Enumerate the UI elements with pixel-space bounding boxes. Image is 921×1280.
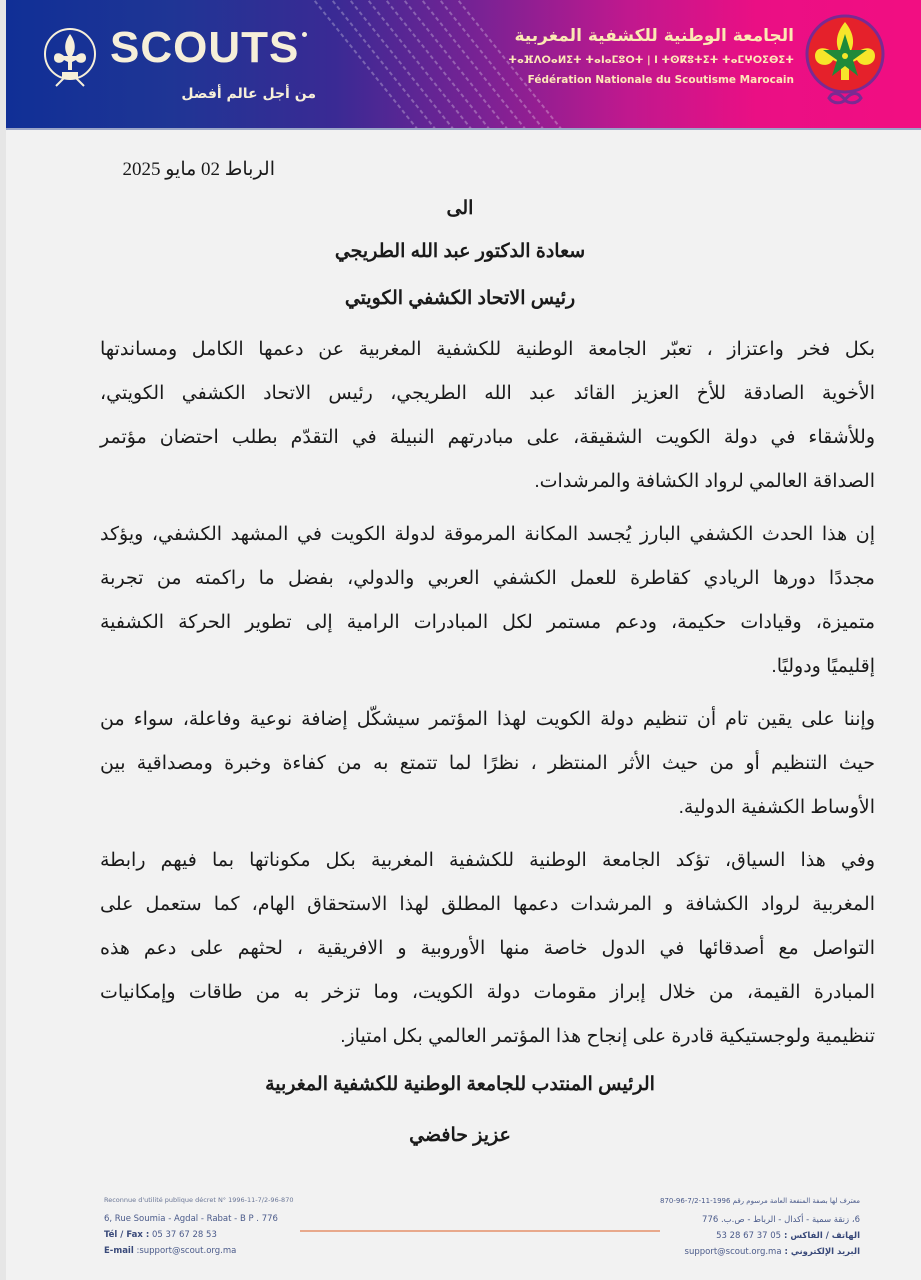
phone-value: 05 37 67 28 53 (716, 1231, 782, 1241)
paragraph-1-line: وللأشقاء في دولة الكويت الشقيقة، على مبادرتهم النبيلة في التقدّم بطلب احتضان مؤتمر (100, 427, 875, 448)
recipient-name: سعادة الدكتور عبد الله الطريجي (334, 241, 586, 262)
footer-address-fr: 6, Rue Soumia - Agdal - Rabat - B P . 776 (104, 1214, 278, 1224)
paragraph-1-line: الصداقة العالمي لرواد الكشافة والمرشدات. (534, 471, 875, 492)
paragraph-4-line: تنظيمية ولوجستيكية قادرة على إنجاح هذا المؤتمر العالمي بكل امتياز. (340, 1026, 875, 1047)
federation-name-tifinagh: ⵜⴰⴼⴷⵔⴰⵍⵉⵜ ⵜⴰⵏⴰⵎⵓⵔⵜ | ⵏ ⵜⵙⴽⵓⵜⵉⵜ ⵜⴰⵎⵖⵔⵉⴱⵉⵜ (508, 55, 794, 66)
federation-name-french: Fédération Nationale du Scoutisme Marocain (527, 74, 794, 86)
footer-contact-french (104, 1196, 294, 1259)
email-label: E-mail (104, 1246, 134, 1256)
phone-label: الهاتف / الفاكس : (781, 1231, 860, 1241)
footer-decree-ar: معترف لها بصفة المنفعة العامة مرسوم رقم 1996-11-7/2-96-870 (660, 1197, 860, 1205)
to-label: الى (446, 198, 474, 219)
paragraph-1-line: الأخوية الصادقة للأخ العزيز القائد عبد الله الطريجي، رئيس الاتحاد الكشفي الكويتي، (100, 383, 875, 404)
federation-name-arabic: الجامعة الوطنية للكشفية المغربية (514, 26, 794, 46)
registered-mark (302, 32, 307, 37)
paragraph-4-line: التواصل مع أصدقائها في الدول خاصة منها الأوروبية و الافريقية ، لحثهم على دعم هذه (100, 938, 875, 959)
scouts-wordmark-group (110, 22, 330, 78)
letter-date: الرباط 02 مايو 2025 (122, 159, 275, 180)
footer-decree-fr: Reconnue d'utilité publique décret N° 1996-11-7/2-96-870 (104, 1196, 294, 1204)
phone-label: Tél / Fax : (104, 1230, 150, 1240)
recipient-title: رئيس الاتحاد الكشفي الكويتي (344, 288, 576, 309)
paragraph-4-line: وفي هذا السياق، تؤكد الجامعة الوطنية للكشفية المغربية بكل مكوناتها بما فيهم رابطة (100, 850, 875, 871)
footer-phone-ar (598, 1228, 860, 1244)
paragraph-2-line: متميزة، وقيادات حكيمة، ودعم مستمر لكل المبادرات الرامية إلى تطوير الحركة الكشفية (100, 612, 875, 633)
paragraph-4-line: المبادرة القيمة، من خلال إبراز مقومات دولة الكويت، وما تزخر به من طاقات وإمكانيات (100, 982, 875, 1003)
wosm-fleur-de-lis-icon (42, 26, 98, 96)
signatory-title: الرئيس المنتدب للجامعة الوطنية للكشفية المغربية (265, 1074, 655, 1095)
paragraph-4-line: المغربية لرواد الكشافة و المرشدات دعمها المطلق لهذا الاستحقاق الهام، كما ستعمل على (100, 894, 875, 915)
email-link[interactable]: :support@scout.org.ma (133, 1246, 237, 1256)
paragraph-3-line: الأوساط الكشفية الدولية. (678, 797, 875, 818)
footer-address-ar: 6، زنقة سمية - أكدال - الرباط - ص.ب. 776 (702, 1215, 860, 1225)
footer-contact-arabic (598, 1196, 860, 1260)
phone-value: 05 37 67 28 53 (149, 1230, 217, 1240)
paragraph-2-line: مجددًا دورها الريادي كقاطرة للعمل الكشفي العربي والدولي، بفضل ما راكمته من تجربة (100, 568, 875, 589)
email-link[interactable]: support@scout.org.ma (684, 1247, 782, 1257)
footer-email-ar (598, 1244, 860, 1260)
paragraph-2-line: إن هذا الحدث الكشفي البارز يُجسد المكانة المرموقة لدولة الكويت في المشهد الكشفي، ويؤكد (100, 524, 875, 545)
fnsm-star-fleur-de-lis-icon (801, 14, 889, 110)
paragraph-3-line: حيث التنظيم أو من حيث الأثر المنتظر ، نظرًا لما تتمتع به من كفاءة وخبرة ومصداقية بين (100, 753, 875, 774)
paragraph-3-line: وإننا على يقين تام أن تنظيم دولة الكويت لهذا المؤتمر سيشكّل إضافة نوعية وفاعلة، سواء من (100, 709, 875, 730)
footer-phone-fr (104, 1227, 294, 1243)
footer-email-fr (104, 1243, 294, 1259)
scouts-tagline: من أجل عالم أفضل (181, 86, 316, 102)
email-label: البريد الإلكتروني : (781, 1247, 860, 1257)
paragraph-2-line: إقليميًا ودوليًا. (771, 656, 875, 677)
scouts-wordmark: SCOUTS (110, 23, 300, 72)
signatory-name: عزيز حافضي (409, 1125, 511, 1146)
page-edge (0, 0, 6, 1280)
paragraph-1-line: بكل فخر واعتزاز ، تعبّر الجامعة الوطنية للكشفية المغربية عن دعمها الكامل ومساندتها (100, 339, 875, 360)
letterhead-banner (6, 0, 921, 130)
